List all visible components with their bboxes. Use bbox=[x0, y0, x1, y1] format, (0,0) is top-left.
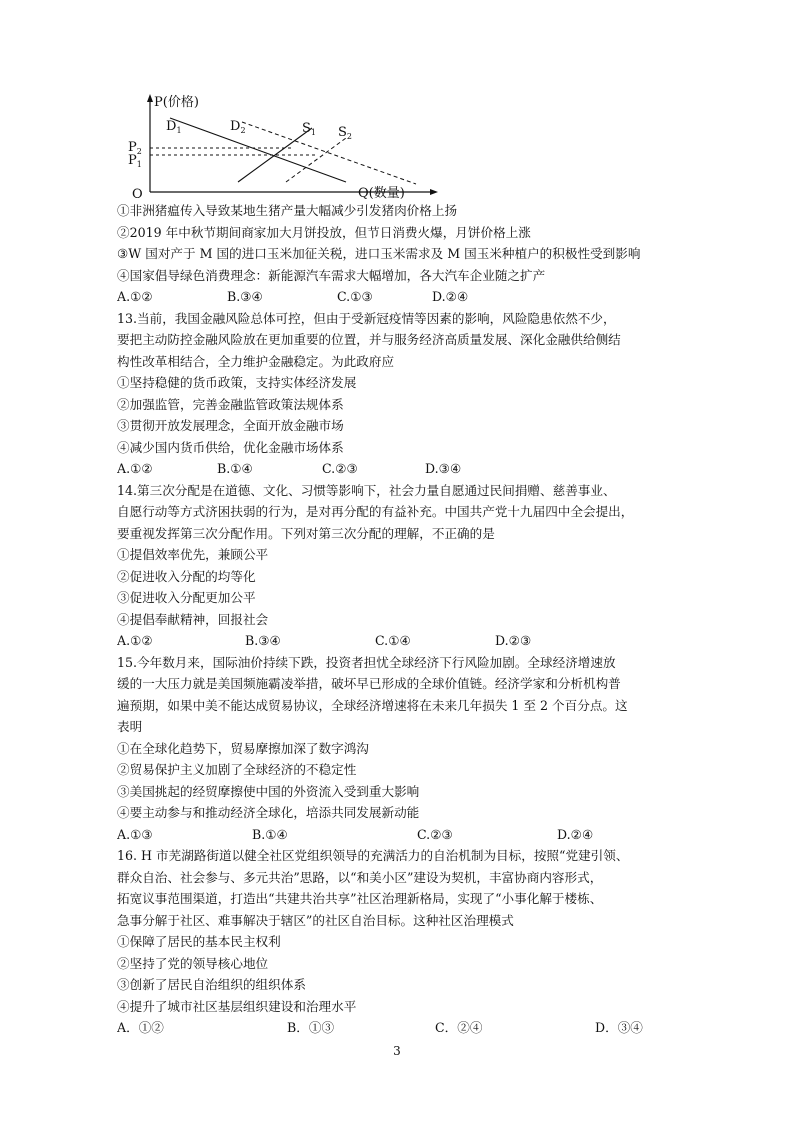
q13-option-a[interactable]: A.①② bbox=[117, 461, 153, 476]
question-12 bbox=[117, 200, 697, 308]
q16-stem-3: 拓宽议事范围渠道，打造出“共建共治共享”社区治理新格局，实现了“小事化解于楼栋、 bbox=[117, 891, 603, 906]
q14-item-1: ①提倡效率优先，兼顾公平 bbox=[117, 547, 269, 562]
q13-option-d[interactable]: D.③④ bbox=[425, 461, 462, 476]
q14-option-c[interactable]: C.①④ bbox=[375, 633, 411, 648]
q12-option-a[interactable]: A.①② bbox=[117, 289, 153, 304]
q15-item-1: ①在全球化趋势下，贸易摩擦加深了数字鸿沟 bbox=[117, 740, 369, 756]
q14-option-d[interactable]: D.②③ bbox=[495, 633, 532, 648]
q16-item-4: ④提升了城市社区基层组织建设和治理水平 bbox=[117, 998, 357, 1014]
supply-curve-s2 bbox=[286, 138, 346, 182]
q13-stem-1: 13.当前，我国金融风险总体可控，但由于受新冠疫情等因素的影响，风险隐患依然不少， bbox=[117, 310, 616, 326]
q13-stem-2: 要把主动防控金融风险放在更加重要的位置，并与服务经济高质量发展、深化金融供给侧结 bbox=[117, 332, 621, 347]
q14-stem-2: 自愿行动等方式济困扶弱的行为，是对再分配的有益补充。中国共产党十九届四中全会提出， bbox=[117, 504, 634, 519]
q15-stem-3: 遍预期，如果中美不能达成贸易协议，全球经济增速将在未来几年损失 1 至 2 个百分点。这 bbox=[117, 697, 628, 713]
q14-option-b[interactable]: B.③④ bbox=[245, 633, 281, 648]
questions bbox=[117, 200, 697, 1039]
q15-stem-4: 表明 bbox=[117, 719, 143, 734]
q13-item-2: ②加强监管，完善金融监管政策法规体系 bbox=[117, 396, 344, 412]
q15-stem-1: 15.今年数月来，国际油价持续下跌，投资者担忧全球经济下行风险加剧。全球经济增速放 bbox=[117, 654, 616, 670]
q13-option-b[interactable]: B.①④ bbox=[217, 461, 253, 476]
q12-item-3: ③W 国对产于 M 国的进口玉米加征关税，进口玉米需求及 M 国玉米种植户的积极性受到影响 bbox=[117, 246, 641, 261]
q16-option-a[interactable]: A．①② bbox=[117, 1020, 164, 1035]
q16-item-1: ①保障了居民的基本民主权利 bbox=[117, 934, 281, 949]
question-15 bbox=[117, 652, 697, 846]
q12-options bbox=[117, 286, 697, 308]
q12-item-2: ②2019 年中秋节期间商家加大月饼投放，但节日消费火爆，月饼价格上涨 bbox=[117, 224, 531, 240]
supply-demand-graph bbox=[126, 92, 446, 202]
graph-svg bbox=[126, 92, 446, 202]
question-13 bbox=[117, 308, 697, 480]
q16-options bbox=[117, 1017, 697, 1039]
q16-item-3: ③创新了居民自治组织的组织体系 bbox=[117, 977, 306, 992]
question-14 bbox=[117, 480, 697, 652]
q14-stem-3: 要重视发挥第三次分配作用。下列对第三次分配的理解，不正确的是 bbox=[117, 525, 495, 541]
q16-option-b[interactable]: B．①③ bbox=[287, 1020, 335, 1035]
demand-curve-d2 bbox=[242, 122, 416, 184]
q12-item-4: ④国家倡导绿色消费理念：新能源汽车需求大幅增加，各大汽车企业随之扩产 bbox=[117, 267, 546, 283]
q14-option-a[interactable]: A.①② bbox=[117, 633, 153, 648]
p1-label: $P_1$ bbox=[128, 153, 142, 169]
q14-item-3: ③促进收入分配更加公平 bbox=[117, 590, 256, 605]
q15-option-a[interactable]: A.①③ bbox=[117, 826, 153, 842]
q14-item-4: ④提倡奉献精神，回报社会 bbox=[117, 611, 269, 627]
q12-option-b[interactable]: B.③④ bbox=[227, 289, 263, 304]
q15-options bbox=[117, 824, 697, 846]
page-number: 3 bbox=[393, 1044, 401, 1058]
q13-stem-3: 构性改革相结合，全力维护金融稳定。为此政府应 bbox=[117, 353, 395, 369]
q16-stem-1: 16. H 市芜湖路街道以健全社区党组织领导的充满活力的自治机制为目标，按照“党建引领、 bbox=[117, 848, 629, 863]
q16-stem-4: 急事分解于社区、难事解决于辖区”的社区自治目标。这种社区治理模式 bbox=[117, 912, 514, 928]
d1-label: $D_1$ bbox=[166, 119, 182, 135]
d2-label: $D_2$ bbox=[230, 119, 246, 135]
origin-label: O bbox=[132, 187, 143, 202]
s1-label: $S_1$ bbox=[302, 121, 316, 137]
s2-label: $S_2$ bbox=[338, 125, 352, 141]
q16-option-d[interactable]: D．③④ bbox=[595, 1020, 643, 1035]
q15-item-2: ②贸易保护主义加剧了全球经济的不稳定性 bbox=[117, 762, 357, 777]
q15-option-d[interactable]: D.②④ bbox=[557, 826, 594, 842]
q13-item-1: ①坚持稳健的货币政策，支持实体经济发展 bbox=[117, 375, 357, 390]
q16-item-2: ②坚持了党的领导核心地位 bbox=[117, 955, 269, 971]
p2-label: $P_2$ bbox=[128, 140, 142, 156]
q14-item-2: ②促进收入分配的均等化 bbox=[117, 568, 256, 584]
q16-option-c[interactable]: C．②④ bbox=[435, 1020, 483, 1035]
q13-option-c[interactable]: C.②③ bbox=[322, 461, 358, 476]
x-axis-label: Q(数量) bbox=[358, 186, 405, 201]
q15-item-3: ③美国挑起的经贸摩擦使中国的外资流入受到重大影响 bbox=[117, 783, 420, 799]
q14-options bbox=[117, 630, 697, 652]
q13-item-3: ③贯彻开放发展理念，全面开放金融市场 bbox=[117, 418, 344, 433]
q13-options bbox=[117, 458, 697, 480]
x-axis-arrow bbox=[430, 189, 438, 195]
q13-item-4: ④减少国内货币供给，优化金融市场体系 bbox=[117, 439, 344, 455]
q12-item-1: ①非洲猪瘟传入导致某地生猪产量大幅减少引发猪肉价格上扬 bbox=[117, 203, 458, 218]
q15-item-4: ④要主动参与和推动经济全球化，培添共同发展新动能 bbox=[117, 805, 420, 820]
question-16 bbox=[117, 845, 697, 1039]
q12-option-c[interactable]: C.①③ bbox=[337, 289, 373, 304]
y-axis-arrow bbox=[147, 94, 153, 102]
q15-option-c[interactable]: C.②③ bbox=[417, 826, 453, 842]
q14-stem-1: 14.第三次分配是在道德、文化、习惯等影响下，社会力量自愿通过民间捐赠、慈善事业、 bbox=[117, 482, 616, 498]
q15-stem-2: 缓的一大压力就是美国频施霸凌举措，破坏早已形成的全球价值链。经济学家和分析机构普 bbox=[117, 676, 621, 691]
q16-stem-2: 群众自治、社会参与、多元共治”思路，以“和美小区”建设为契机，丰富协商内容形式， bbox=[117, 869, 603, 885]
y-axis-label: P(价格) bbox=[154, 95, 199, 110]
q12-option-d[interactable]: D.②④ bbox=[432, 289, 469, 304]
q15-option-b[interactable]: B.①④ bbox=[252, 826, 288, 842]
